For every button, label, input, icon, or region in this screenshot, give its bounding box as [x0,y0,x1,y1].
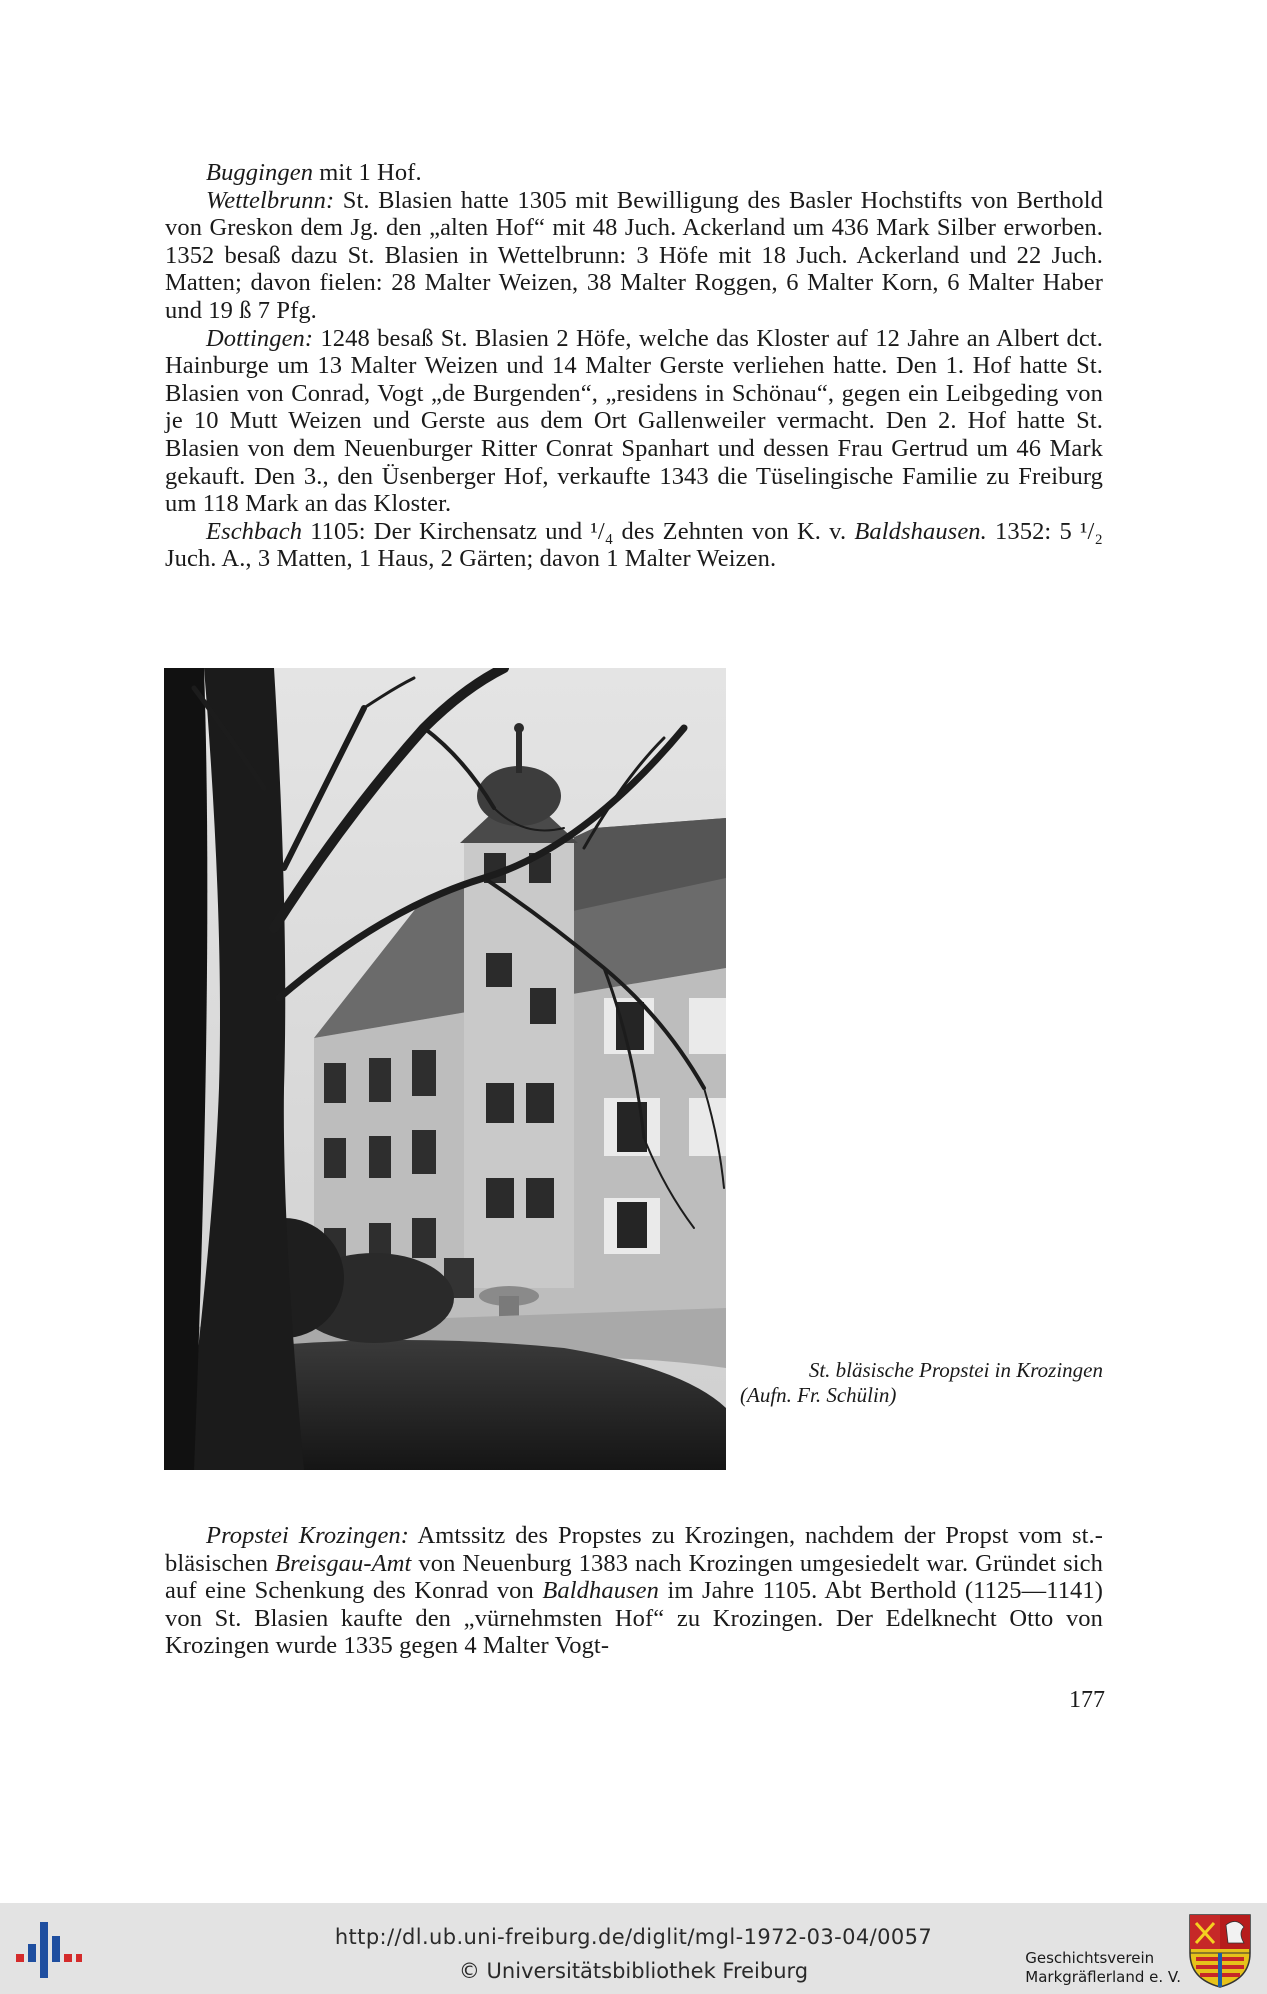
coat-of-arms-icon[interactable] [1188,1913,1252,1989]
photo-illustration [164,668,726,1470]
place-name: Buggingen [206,159,314,186]
place-name: Eschbach [206,517,303,545]
footer-copyright: © Universitätsbibliothek Freiburg [458,1959,809,1983]
footer-url-link[interactable]: http://dl.ub.uni-freiburg.de/diglit/mgl-1972-03-04/0057 [334,1925,933,1949]
lower-text-block [165,1522,1103,1660]
paragraph-propstei-krozingen: Propstei Krozingen: Amtssitz des Propstes zu Krozingen, nachdem der Propst vom st.-bläsischen Breisgau-Amt von Neuenburg 1383 nach Krozingen umgesiedelt war. Gründet sich auf eine Schenkung des Konrad von Baldhausen im Jahre 1105. Abt Berthold (1125—1141) von St. Blasien kaufte den „vürnehmsten Hof“ zu Krozingen. Der Edelknecht Otto von Krozingen wurde 1335 gegen 4 Malter Vogt- [165,1522,1103,1660]
place-name: Propstei Krozingen: [206,1522,410,1549]
page-number: 177 [1069,1687,1105,1713]
society-line-2: Markgräflerland e. V. [1025,1968,1181,1986]
place-name: Dottingen: [206,324,314,352]
photo-caption [740,1358,1103,1408]
paragraph-wettelbrunn: Wettelbrunn: St. Blasien hatte 1305 mit Bewilligung des Basler Hochstifts von Berthold von Greskon dem Jg. den „alten Hof“ mit 48 Juch. Ackerland um 436 Mark Silber erworben. 1352 besaß dazu St. Blasien in Wettelbrunn: 3 Höfe mit 18 Juch. Ackerland und 22 Juch. Matten; davon fielen: 28 Malter Weizen, 38 Malter Roggen, 6 Malter Korn, 6 Malter Haber und 19 ß 7 Pfg. [165,186,1103,324]
footer-society-name [1025,1949,1181,1987]
society-line-1: Geschichtsverein [1025,1949,1155,1967]
photo-propstei-krozingen [164,668,726,1470]
paragraph-dottingen: Dottingen: 1248 besaß St. Blasien 2 Höfe, welche das Kloster auf 12 Jahre an Albert dct. Hainburge um 13 Malter Weizen und 14 Malter Gerste verliehen hatte. Den 1. Hof hatte St. Blasien von Conrad, Vogt „de Burgenden“, „residens in Schönau“, gegen ein Leibgeding von je 10 Mutt Weizen und Gerste aus dem Ort Gallenweiler vermacht. Den 2. Hof hatte St. Blasien von dem Neuenburger Ritter Conrat Spanhart und dessen Frau Gertrud um 46 Mark gekauft. Den 3., den Üsenberger Hof, verkaufte 1343 die Tüselingische Familie zu Freiburg um 118 Mark an das Kloster. [165,324,1103,518]
caption-title: St. bläsische Propstei in Krozingen [808,1358,1103,1382]
upper-text-block [165,159,1103,573]
place-name: Wettelbrunn: [206,186,335,214]
caption-credit: (Aufn. Fr. Schülin) [740,1383,897,1407]
paragraph-buggingen: Buggingen mit 1 Hof. [206,159,422,186]
paragraph-eschbach: Eschbach 1105: Der Kirchensatz und ¹/₄ des Zehnten von K. v. Baldshausen. 1352: 5 ¹/₂ Juch. A., 3 Matten, 1 Haus, 2 Gärten; davon 1 Malter Weizen. [165,517,1103,573]
footer-bar [0,1903,1267,1994]
